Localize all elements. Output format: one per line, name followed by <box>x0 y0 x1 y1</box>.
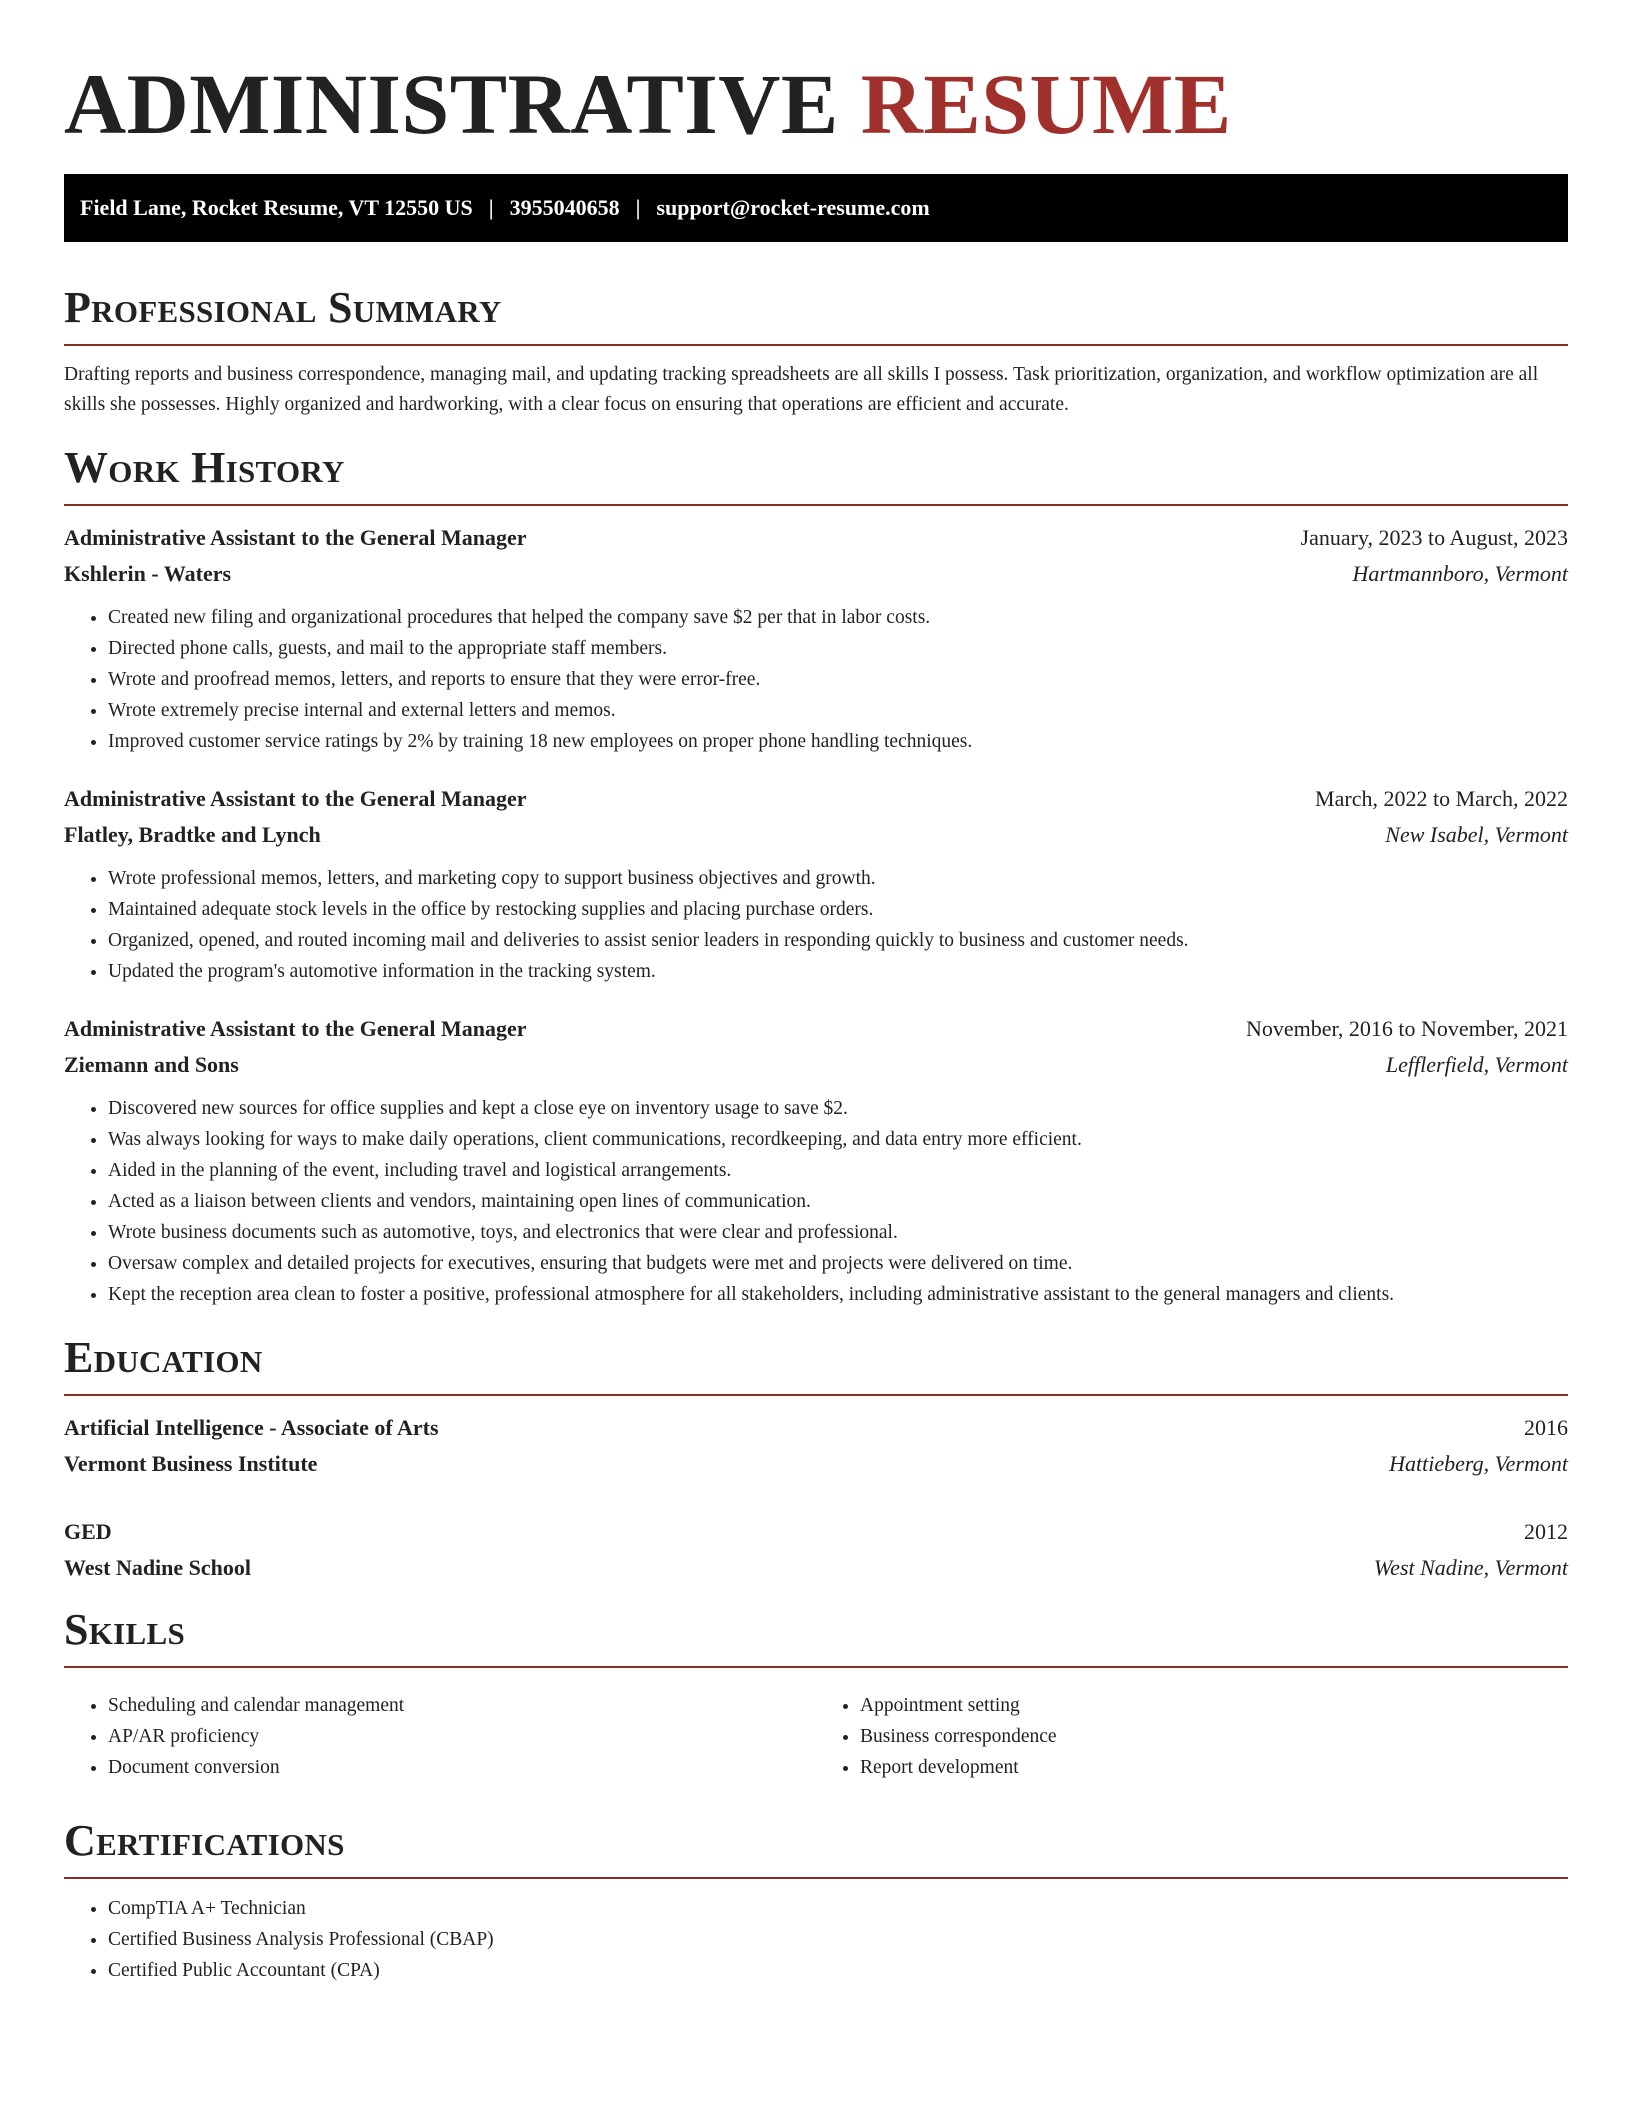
section-divider <box>64 1877 1568 1879</box>
job-bullets <box>64 602 1568 757</box>
skills-section <box>64 1606 1568 1783</box>
work-section <box>64 444 1568 1310</box>
education-entry <box>64 1514 1568 1586</box>
skills-columns <box>64 1682 1568 1783</box>
job-bullet: • Created new filing and organizational procedures that helped the company save $2 per that in labor costs. <box>108 602 1568 633</box>
skill-item: • Appointment setting <box>860 1690 1568 1721</box>
job-bullet: • Updated the program's automotive information in the tracking system. <box>108 956 1568 987</box>
skills-list-left <box>64 1690 816 1783</box>
contact-phone: 3955040658 <box>509 195 620 220</box>
job-bullet: • Was always looking for ways to make daily operations, client communications, recordkeeping, and data entry more efficient. <box>108 1124 1568 1155</box>
skills-list-right <box>816 1690 1568 1783</box>
job-bullet: • Wrote and proofread memos, letters, and reports to ensure that they were error-free. <box>108 664 1568 695</box>
job-entry <box>64 781 1568 987</box>
education-year: 2016 <box>1524 1415 1568 1440</box>
contact-separator: | <box>635 195 641 220</box>
job-company: Kshlerin - Waters <box>64 561 232 586</box>
job-bullet: • Wrote professional memos, letters, and marketing copy to support business objectives and growth. <box>108 863 1568 894</box>
job-company: Flatley, Bradtke and Lynch <box>64 822 321 847</box>
section-divider <box>64 344 1568 346</box>
section-divider <box>64 1666 1568 1668</box>
education-degree: GED <box>64 1519 112 1544</box>
job-bullet: • Improved customer service ratings by 2% by training 18 new employees on proper phone handling techniques. <box>108 726 1568 757</box>
title-main: ADMINISTRATIVE <box>64 56 839 152</box>
job-dates: November, 2016 to November, 2021 <box>1245 1016 1568 1041</box>
certifications-section <box>64 1817 1568 1986</box>
skill-item: • AP/AR proficiency <box>108 1721 816 1752</box>
job-bullet: • Acted as a liaison between clients and vendors, maintaining open lines of communication. <box>108 1186 1568 1217</box>
job-bullet: • Kept the reception area clean to foster a positive, professional atmosphere for all stakeholders, including administrative assistant to the general managers and clients. <box>108 1279 1568 1310</box>
job-company: Ziemann and Sons <box>64 1052 239 1077</box>
education-school: Vermont Business Institute <box>64 1451 318 1476</box>
skill-item: • Document conversion <box>108 1752 816 1783</box>
skill-item: • Business correspondence <box>860 1721 1568 1752</box>
job-bullet: • Wrote extremely precise internal and external letters and memos. <box>108 695 1568 726</box>
certification-item: • CompTIA A+ Technician <box>108 1893 1568 1924</box>
section-heading-education: Education <box>64 1333 263 1382</box>
job-bullet: • Oversaw complex and detailed projects for executives, ensuring that budgets were met and projects were delivered on time. <box>108 1248 1568 1279</box>
education-entry <box>64 1410 1568 1482</box>
section-heading-work: Work History <box>64 443 345 492</box>
section-heading-summary: Professional Summary <box>64 283 502 332</box>
section-heading-skills: Skills <box>64 1605 186 1654</box>
job-bullet: • Discovered new sources for office supplies and kept a close eye on inventory usage to save $2. <box>108 1093 1568 1124</box>
job-bullets <box>64 1093 1568 1310</box>
job-bullet: • Wrote business documents such as automotive, toys, and electronics that were clear and professional. <box>108 1217 1568 1248</box>
job-bullet: • Aided in the planning of the event, including travel and logistical arrangements. <box>108 1155 1568 1186</box>
education-degree: Artificial Intelligence - Associate of Arts <box>64 1415 439 1440</box>
contact-email: support@rocket-resume.com <box>656 195 930 220</box>
job-entry <box>64 520 1568 757</box>
job-bullet: • Maintained adequate stock levels in the office by restocking supplies and placing purchase orders. <box>108 894 1568 925</box>
job-title: Administrative Assistant to the General Manager <box>64 1016 527 1041</box>
section-divider <box>64 504 1568 506</box>
summary-text: Drafting reports and business correspondence, managing mail, and updating tracking spreadsheets are all skills I possess. Task prioritization, organization, and workflow optimization are all skills she possesses. Highly organized and hardworking, with a clear focus on ensuring that operations are efficient and accurate. <box>64 364 1539 415</box>
job-location: Hartmannboro, Vermont <box>1352 561 1568 586</box>
summary-section <box>64 284 1568 420</box>
contact-bar <box>64 174 1568 242</box>
title-accent: RESUME <box>860 56 1232 152</box>
skill-item: • Scheduling and calendar management <box>108 1690 816 1721</box>
resume-title <box>64 58 1568 150</box>
contact-separator: | <box>488 195 494 220</box>
contact-address: Field Lane, Rocket Resume, VT 12550 US <box>80 195 473 220</box>
job-title: Administrative Assistant to the General Manager <box>64 786 527 811</box>
education-school: West Nadine School <box>64 1555 252 1580</box>
job-title: Administrative Assistant to the General Manager <box>64 525 527 550</box>
education-year: 2012 <box>1524 1519 1568 1544</box>
education-location: Hattieberg, Vermont <box>1389 1451 1568 1476</box>
job-bullet: • Directed phone calls, guests, and mail to the appropriate staff members. <box>108 633 1568 664</box>
job-bullets <box>64 863 1568 987</box>
section-heading-certifications: Certifications <box>64 1816 345 1865</box>
job-dates: January, 2023 to August, 2023 <box>1300 525 1568 550</box>
job-dates: March, 2022 to March, 2022 <box>1315 786 1568 811</box>
section-divider <box>64 1394 1568 1396</box>
job-bullet: • Organized, opened, and routed incoming mail and deliveries to assist senior leaders in responding quickly to business and customer needs. <box>108 925 1568 956</box>
education-location: West Nadine, Vermont <box>1373 1555 1568 1580</box>
job-location: New Isabel, Vermont <box>1385 822 1568 847</box>
job-entry <box>64 1011 1568 1310</box>
certification-item: • Certified Business Analysis Professional (CBAP) <box>108 1924 1568 1955</box>
certification-item: • Certified Public Accountant (CPA) <box>108 1955 1568 1986</box>
education-section <box>64 1334 1568 1586</box>
job-location: Lefflerfield, Vermont <box>1385 1052 1568 1077</box>
skill-item: • Report development <box>860 1752 1568 1783</box>
certifications-list <box>64 1893 1568 1986</box>
